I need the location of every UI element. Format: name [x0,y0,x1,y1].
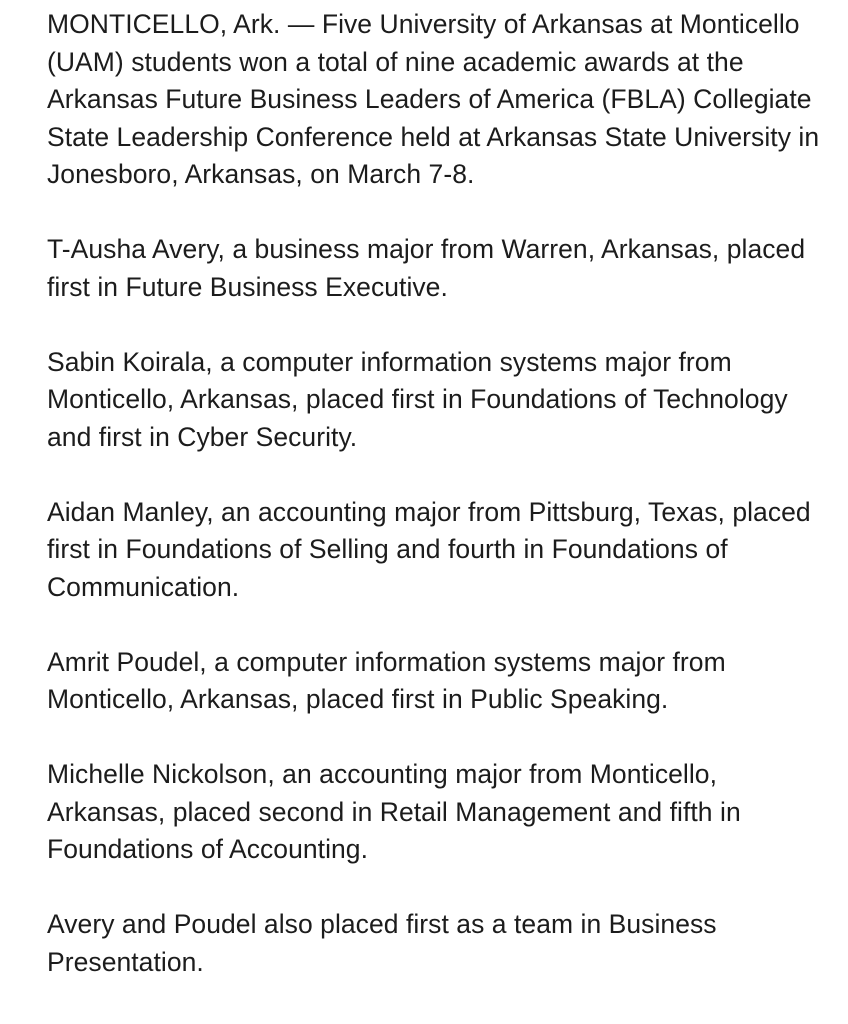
article-paragraph-avery: T-Ausha Avery, a business major from Warren, Arkansas, placed first in Future Business Executive. [47,234,806,302]
article-paragraph-intro: MONTICELLO, Ark. — Five University of Arkansas at Monticello (UAM) students won a total of nine academic awards at the Arkansas Future Business Leaders of America (FBLA) Collegiate State Leadership Conference held at Arkansas State University in Jonesboro, Arkansas, on March 7-8. [47,9,820,189]
article-paragraph-nickolson: Michelle Nickolson, an accounting major from Monticello, Arkansas, placed second in Retail Management and fifth in Foundations of Accounting. [47,759,741,864]
article-paragraph-poudel: Amrit Poudel, a computer information systems major from Monticello, Arkansas, placed first in Public Speaking. [47,646,726,714]
article-paragraph-manley: Aidan Manley, an accounting major from Pittsburg, Texas, placed first in Foundations of Selling and fourth in Foundations of Communication. [47,496,811,602]
article-paragraph-koirala: Sabin Koirala, a computer information systems major from Monticello, Arkansas, placed first in Foundations of Technology and first in Cyber Security. [47,346,788,452]
article-body [47,6,827,1019]
article-paragraph-team: Avery and Poudel also placed first as a team in Business Presentation. [47,909,717,977]
